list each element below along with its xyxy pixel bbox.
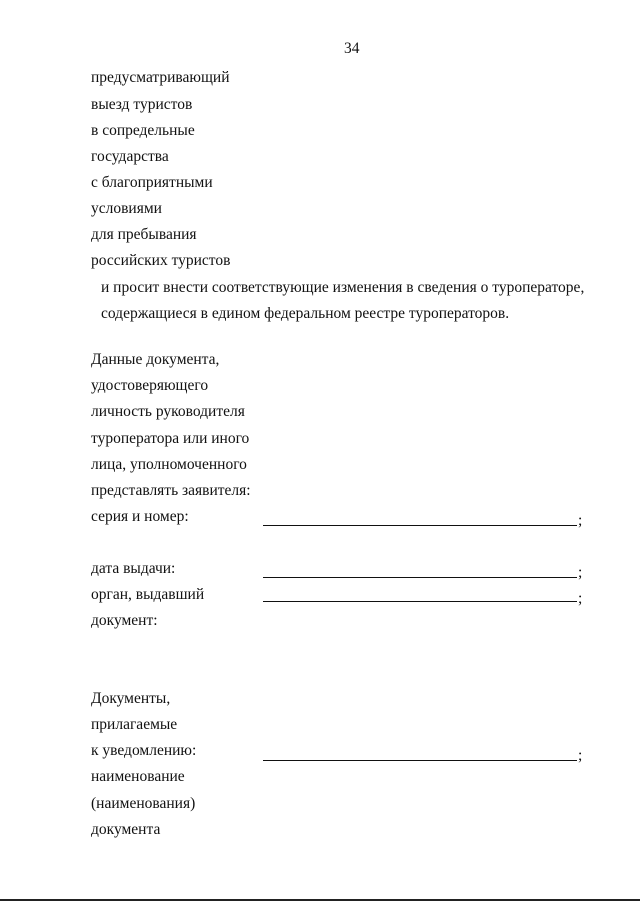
attachments-heading-line: (наименования) (91, 795, 196, 812)
issuer-label-continued: документ: (91, 612, 158, 629)
identity-heading-line: представлять заявителя: (91, 482, 251, 499)
identity-heading-line: туроператора или иного (91, 430, 250, 447)
issuer-label: орган, выдавший (91, 586, 205, 603)
attachments-heading-line: к уведомлению: (91, 742, 197, 759)
attachments-heading-line: Документы, (91, 690, 171, 707)
intro-line: государства (91, 148, 169, 165)
attachments-heading-line: прилагаемые (91, 716, 178, 733)
request-text-line: и просит внести соответствующие изменения в сведения о туроператоре, (101, 279, 585, 296)
page-number: 34 (344, 40, 360, 57)
issuer-field-line[interactable] (263, 601, 577, 602)
issue-date-label: дата выдачи: (91, 560, 176, 577)
series-number-label: серия и номер: (91, 508, 189, 525)
intro-line: для пребывания (91, 226, 197, 243)
issue-date-field-line[interactable] (263, 577, 577, 578)
field-semicolon: ; (578, 590, 583, 607)
intro-line: предусматривающий (91, 69, 230, 86)
identity-heading-line: Данные документа, (91, 351, 220, 368)
intro-line: российских туристов (91, 252, 231, 269)
field-semicolon: ; (578, 747, 583, 764)
field-semicolon: ; (578, 564, 583, 581)
field-semicolon: ; (578, 512, 583, 529)
intro-line: условиями (91, 200, 162, 217)
intro-line: с благоприятными (91, 174, 213, 191)
attachments-heading-line: наименование (91, 768, 185, 785)
request-text-line: содержащиеся в едином федеральном реестре туроператоров. (101, 305, 510, 322)
intro-line: в сопредельные (91, 122, 195, 139)
identity-heading-line: личность руководителя (91, 403, 245, 420)
series-number-field-line[interactable] (263, 525, 577, 526)
identity-heading-line: удостоверяющего (91, 377, 209, 394)
intro-line: выезд туристов (91, 96, 193, 113)
attachments-heading-line: документа (91, 821, 161, 838)
identity-heading-line: лица, уполномоченного (91, 456, 247, 473)
attachments-field-line[interactable] (263, 760, 577, 761)
